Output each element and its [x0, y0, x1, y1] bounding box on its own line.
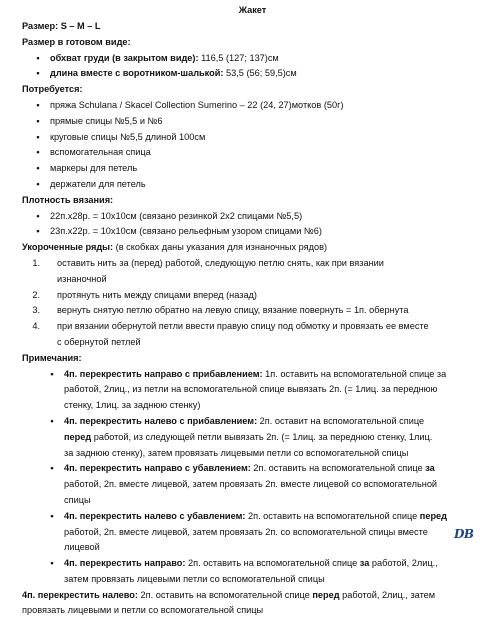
bullet-icon: • [36, 226, 40, 237]
gauge-item: • 23п.х22р. = 10х10см (связано рельефным узором спицами №6) [22, 224, 483, 240]
short-rows-heading-line: Укороченные ряды: (в скобках даны указания для изнаночных рядов) [22, 242, 328, 253]
bullet-icon: • [50, 415, 54, 426]
bullet-icon: • [36, 163, 40, 174]
finished-size-item: • обхват груди (в закрытом виде): 116,5 (127; 137)см [22, 51, 483, 67]
note-item: • 4п. перекрестить налево с убавлением: 2п. оставить на вспомогательной спице перед [22, 509, 483, 525]
note-item-continuation: стенку, 1лиц. за заднюю стенку) [64, 400, 201, 411]
sizes-line: Размер: S – M – L [22, 21, 101, 31]
document-title: Жакет [238, 5, 267, 15]
note-item-continuation: работой, 2п. вместе лицевой, затем провязать 2п. со вспомогательной спицы вместе [64, 526, 428, 537]
bullet-icon: • [36, 131, 40, 142]
bullet-icon: • [50, 463, 54, 474]
note-item-continuation: затем провязать лицевыми петли со вспомогательной спицы [64, 573, 325, 584]
bullet-icon: • [36, 178, 40, 189]
note-item: • 4п. перекрестить направо с прибавлением: 1п. оставить на вспомогательной спице за [22, 367, 483, 383]
note-item-continuation: работой, 2лиц., из петли на вспомогательной спице вывязать 2п. (= 1лиц. за переднюю [64, 384, 438, 395]
gauge-heading: Плотность вязания: [22, 194, 114, 205]
materials-item: • вспомогательная спица [22, 145, 483, 161]
note-item: • 4п. перекрестить направо с убавлением: 2п. оставить на вспомогательной спице за [22, 461, 483, 477]
materials-item: • прямые спицы №5,5 и №6 [22, 114, 483, 130]
bullet-icon: • [50, 368, 54, 379]
signature-logo: DB [454, 527, 474, 541]
materials-item: • круговые спицы №5,5 длиной 100см [22, 130, 483, 146]
note-item-continuation: спицы [64, 494, 91, 505]
finished-size-item: • длина вместе с воротником-шалькой: 53,5 (56; 59,5)см [22, 66, 483, 82]
note-item-continuation: работой, 2п. вместе лицевой, затем провязать 2п. вместе лицевой со вспомогательной [64, 479, 438, 490]
note-item-continuation: перед работой, из следующей петли вывязать 2п. (= 1лиц. за переднюю стенку, 1лиц. [64, 431, 433, 442]
notes-heading: Примечания: [22, 352, 82, 363]
bullet-icon: • [36, 147, 40, 158]
bullet-icon: • [50, 558, 54, 569]
last-note-continuation: провязать лицевыми и петли со вспомогательной спицы [22, 605, 264, 616]
short-rows-item: 2. протянуть нить между спицами вперед (назад) [32, 289, 257, 300]
bullet-icon: • [36, 68, 40, 79]
short-rows-item-continuation: изнаночной [57, 273, 107, 284]
bullet-icon: • [36, 210, 40, 221]
bullet-icon: • [36, 99, 40, 110]
bullet-icon: • [50, 510, 54, 521]
finished-size-heading: Размер в готовом виде: [22, 36, 131, 47]
note-item-continuation: за заднюю стенку), затем провязать лицевыми петли со вспомогательной спицы [64, 447, 409, 458]
last-note-line: 4п. перекрестить налево: 2п. оставить на вспомогательной спице перед работой, 2лиц., затем [22, 589, 436, 600]
materials-item: • пряжа Schulana / Skacel Collection Sumerino – 22 (24, 27)мотков (50г) [22, 98, 483, 114]
note-item-continuation: лицевой [64, 542, 100, 553]
short-rows-item: 4. при вязании обернутой петли ввести правую спицу под обмотку и провязать ее вместе [32, 321, 429, 332]
short-rows-item: 3. вернуть снятую петлю обратно на левую спицу, вязание повернуть = 1п. обернута [32, 305, 409, 316]
note-item: • 4п. перекрестить направо: 2п. оставить на вспомогательной спице за работой, 2лиц., [22, 556, 483, 572]
bullet-icon: • [36, 115, 40, 126]
bullet-icon: • [36, 52, 40, 63]
short-rows-item: 1. оставить нить за (перед) работой, следующую петлю снять, как при вязании [32, 257, 384, 268]
note-item: • 4п. перекрестить налево с прибавлением: 2п. оставит на вспомогательной спице [22, 414, 483, 430]
materials-heading: Потребуется: [22, 84, 83, 95]
gauge-item: • 22п.х28р. = 10х10см (связано резинкой 2х2 спицами №5,5) [22, 209, 483, 225]
materials-item: • держатели для петель [22, 177, 483, 193]
short-rows-item-continuation: с обернутой петлей [57, 336, 141, 347]
materials-item: • маркеры для петель [22, 161, 483, 177]
